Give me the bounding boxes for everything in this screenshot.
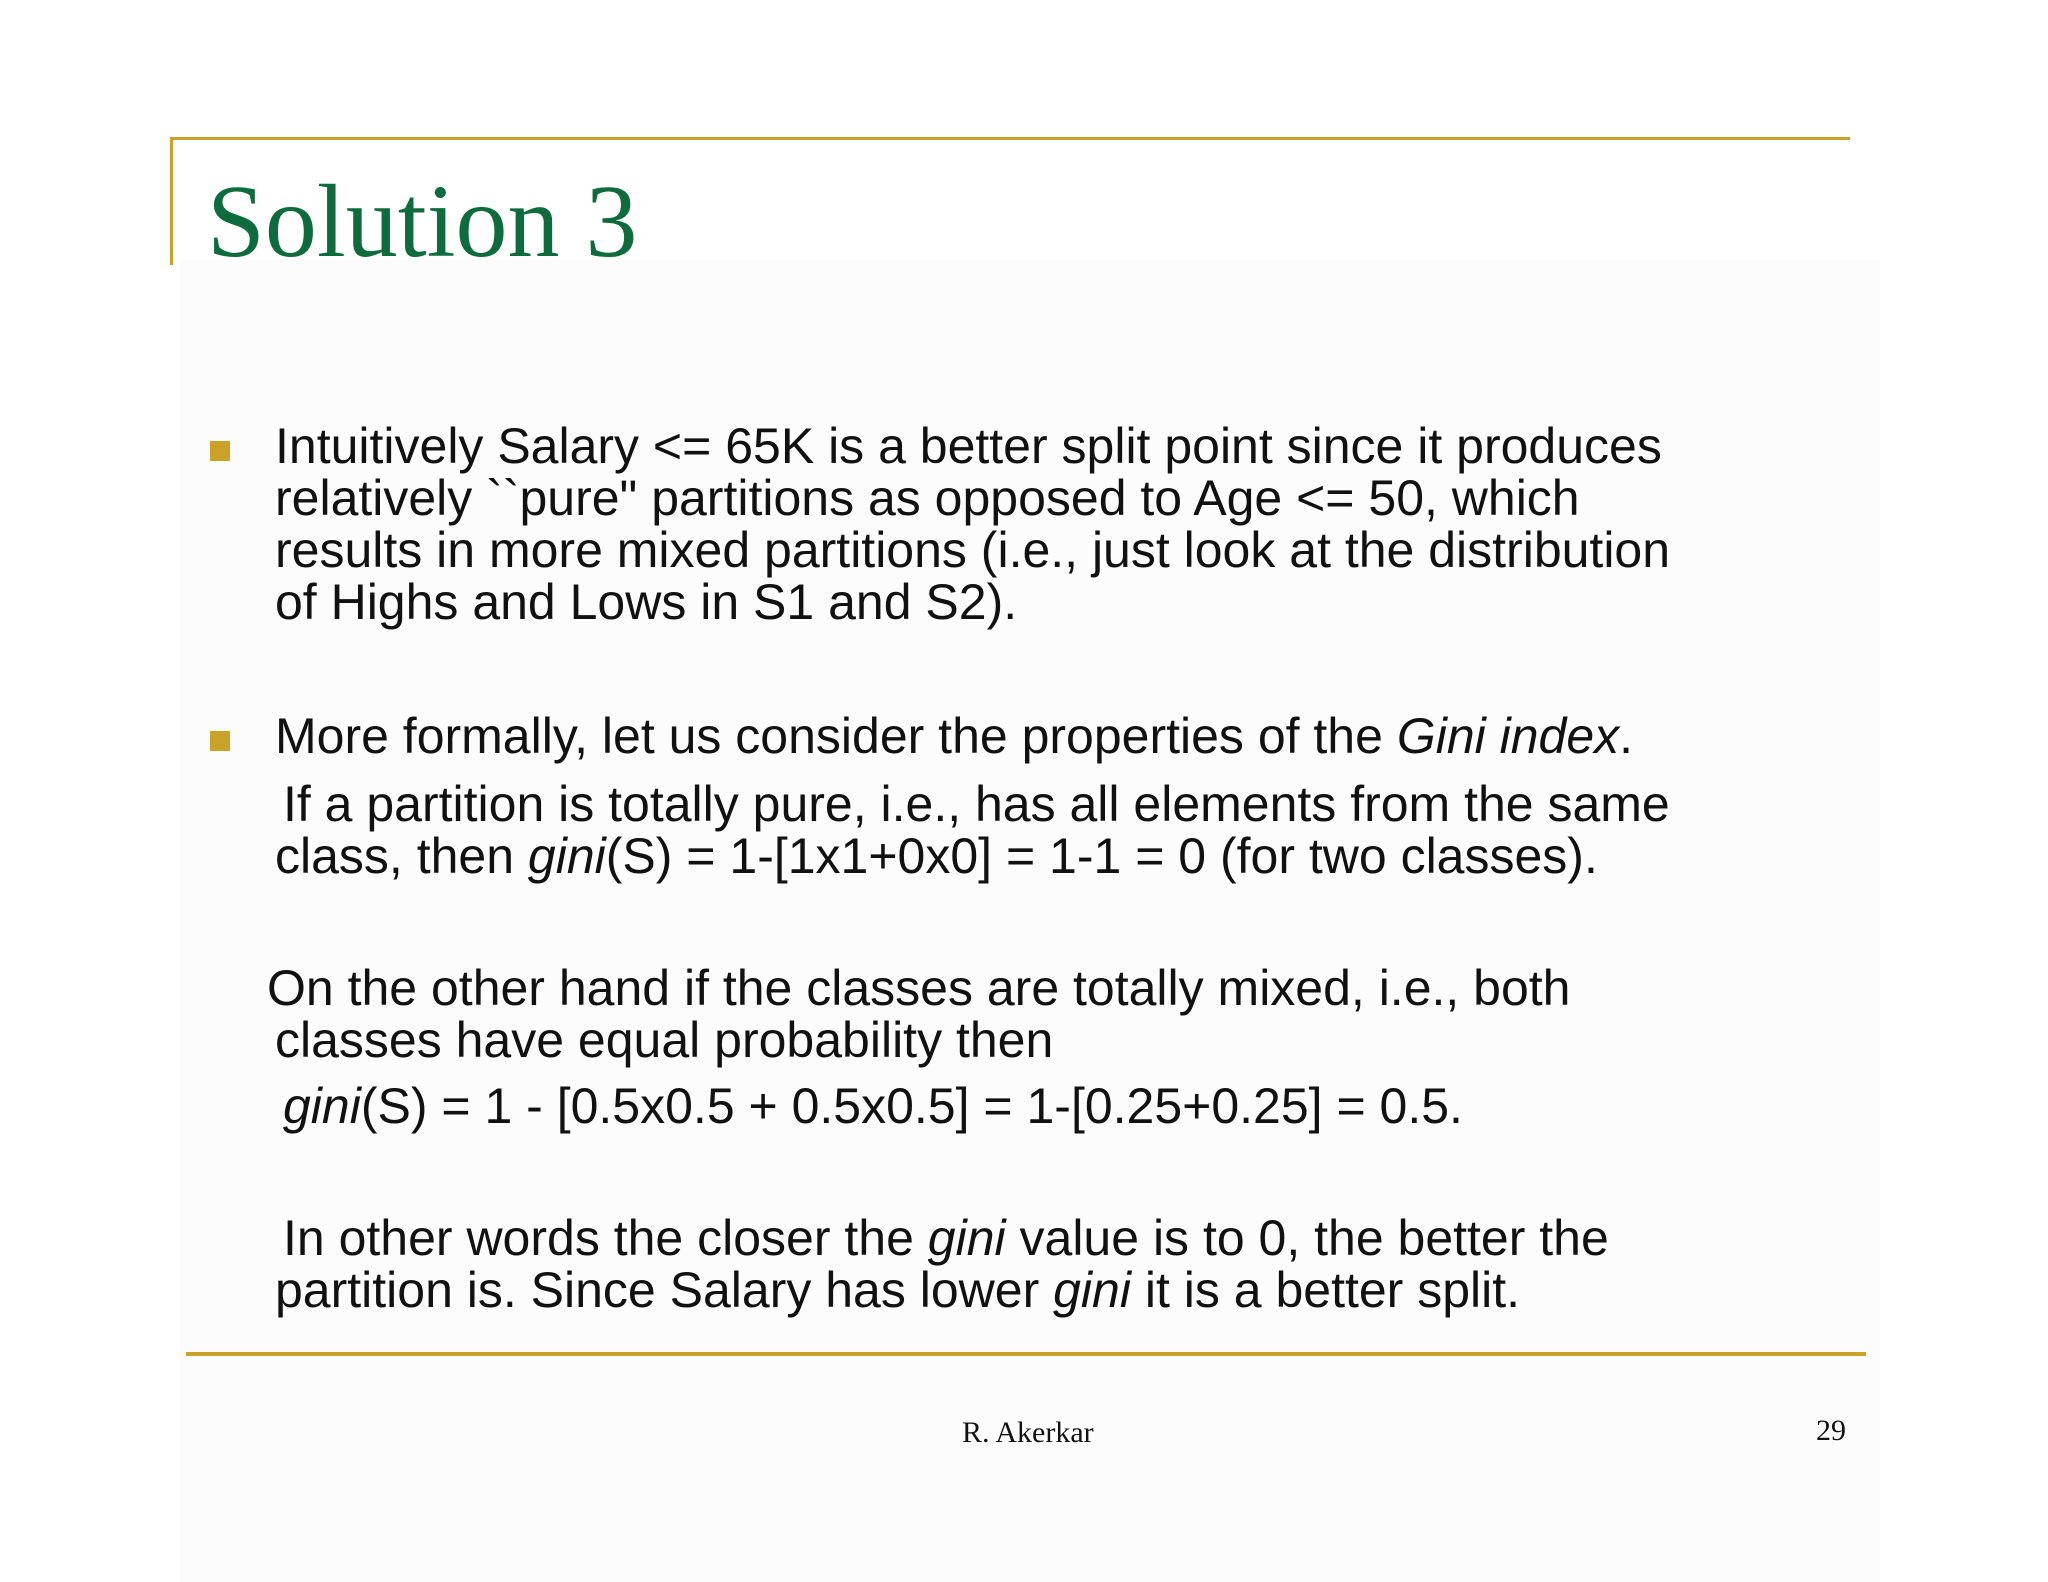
- top-divider: [170, 137, 1850, 140]
- para-4-line-1: In other words the closer the gini value is to 0, the better the: [283, 1210, 1609, 1266]
- bullet-1-line: of Highs and Lows in S1 and S2).: [275, 574, 1018, 630]
- page-number: 29: [1816, 1414, 1846, 1447]
- bottom-divider: [186, 1352, 1866, 1356]
- bullet-marker-1: [210, 441, 230, 461]
- bullet-1-line: relatively ``pure" partitions as opposed to Age <= 50, which: [275, 470, 1580, 526]
- para-3-line-1: On the other hand if the classes are totally mixed, i.e., both: [267, 960, 1571, 1016]
- bullet-1-line: Intuitively Salary <= 65K is a better split point since it produces: [275, 418, 1662, 474]
- footer-author: R. Akerkar: [962, 1416, 1094, 1449]
- bullet-marker-2: [210, 731, 230, 751]
- left-divider: [170, 137, 173, 265]
- gini-index-term: Gini index: [1396, 708, 1620, 764]
- para-4-line-2: partition is. Since Salary has lower gini it is a better split.: [275, 1262, 1521, 1318]
- bullet-2-line-2: If a partition is totally pure, i.e., has all elements from the same: [283, 776, 1670, 832]
- bullet-2-text: [275, 710, 1633, 762]
- bullet-2-line-1: More formally, let us consider the properties of the Gini index.: [275, 708, 1634, 764]
- para-3-line-3: gini(S) = 1 - [0.5x0.5 + 0.5x0.5] = 1-[0.25+0.25] = 0.5.: [283, 1078, 1463, 1134]
- bullet-1-line: results in more mixed partitions (i.e., just look at the distribution: [275, 522, 1671, 578]
- bullet-2-line-3: class, then gini(S) = 1-[1x1+0x0] = 1-1 = 0 (for two classes).: [275, 828, 1598, 884]
- para-3-line-2: classes have equal probability then: [275, 1012, 1054, 1068]
- slide-title: Solution 3: [207, 164, 638, 279]
- bullet-1-text: [275, 420, 1670, 628]
